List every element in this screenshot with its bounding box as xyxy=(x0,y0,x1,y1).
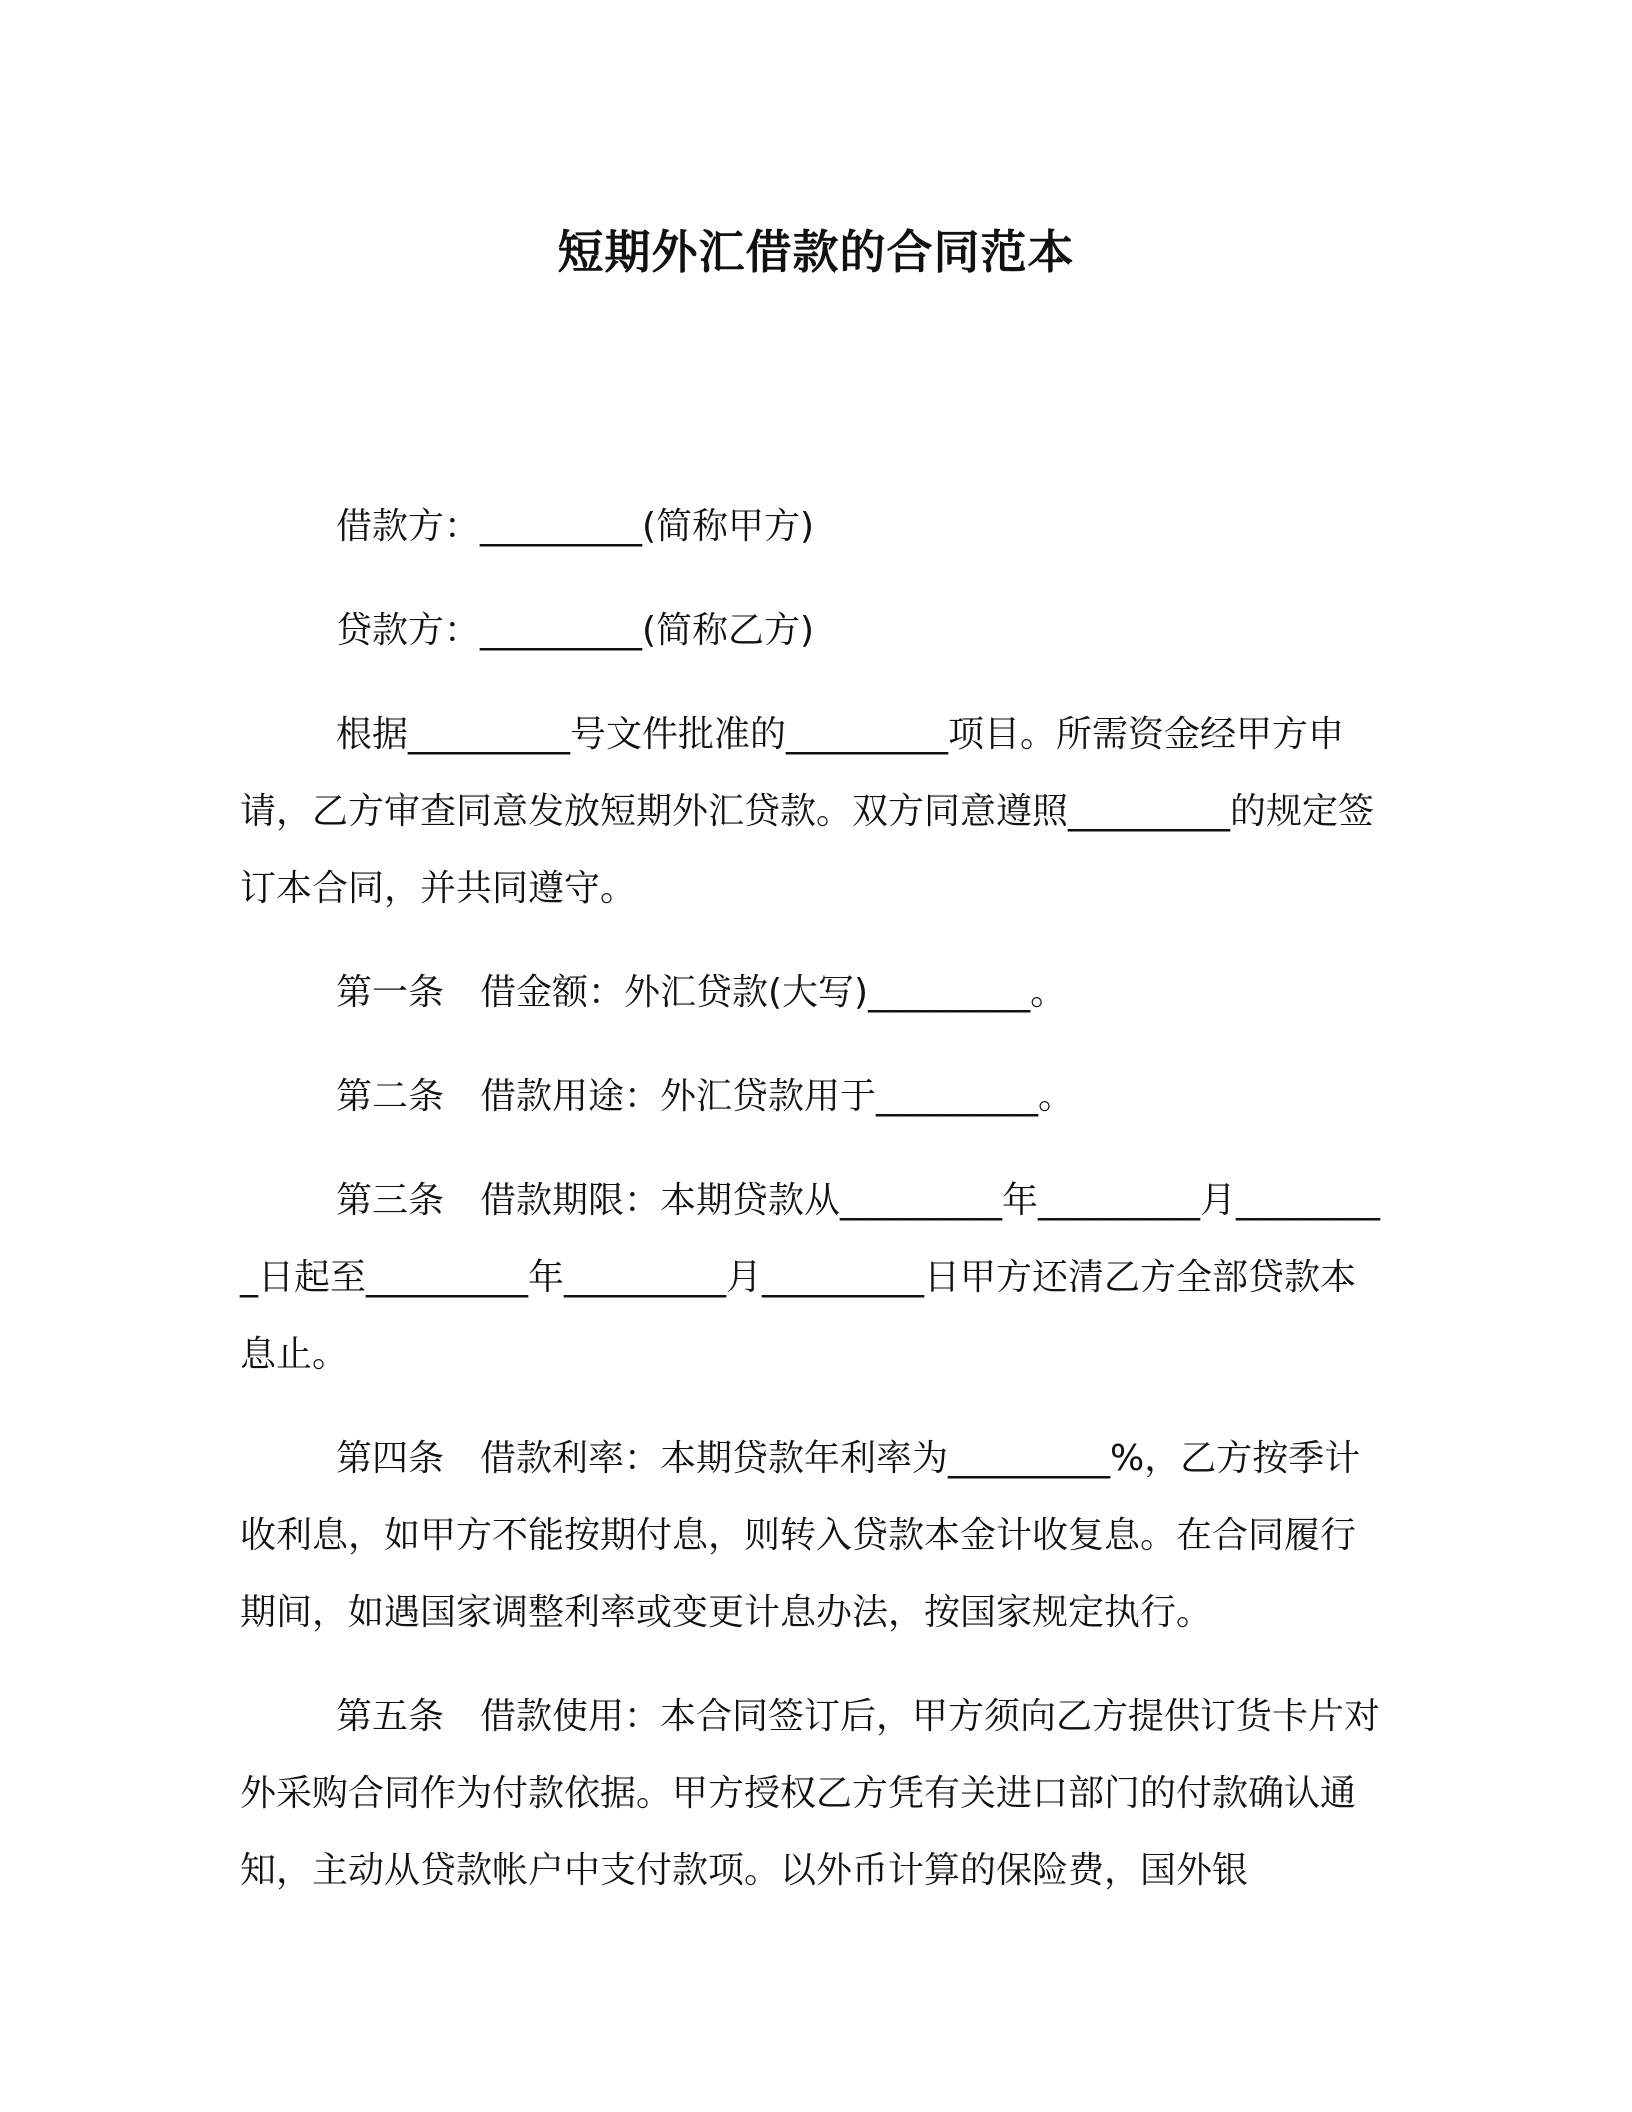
article-1-amount: 第一条 借金额：外汇贷款(大写)_________。 xyxy=(336,972,1067,1013)
document-body xyxy=(240,488,1390,1909)
article-2-purpose: 第二条 借款用途：外汇贷款用于_________。 xyxy=(336,1076,1075,1117)
paragraph-preamble: 根据_________号文件批准的_________项目。所需资金经甲方申请，乙方审查同意发放短期外汇贷款。双方同意遵照_________的规定签订本合同，并共同遵守。 xyxy=(240,714,1375,909)
paragraph-lender: 贷款方：_________(简称乙方) xyxy=(336,610,815,651)
article-5-usage: 第五条 借款使用：本合同签订后，甲方须向乙方提供订货卡片对外采购合同作为付款依据。甲方授权乙方凭有关进口部门的付款确认通知，主动从贷款帐户中支付款项。以外币计算的保险费，国外银 xyxy=(240,1696,1381,1891)
article-4-interest: 第四条 借款利率：本期贷款年利率为_________%，乙方按季计收利息，如甲方不能按期付息，则转入贷款本金计收复息。在合同履行期间，如遇国家调整利率或变更计息办法，按国家规定执行。 xyxy=(240,1438,1361,1633)
document-title: 短期外汇借款的合同范本 xyxy=(557,225,1075,279)
paragraph-borrower: 借款方：_________(简称甲方) xyxy=(336,506,815,547)
article-3-term: 第三条 借款期限：本期贷款从_________年_________月_________日起至_________年_________月_________日甲方还清乙方全部贷款本息止。 xyxy=(240,1180,1381,1375)
